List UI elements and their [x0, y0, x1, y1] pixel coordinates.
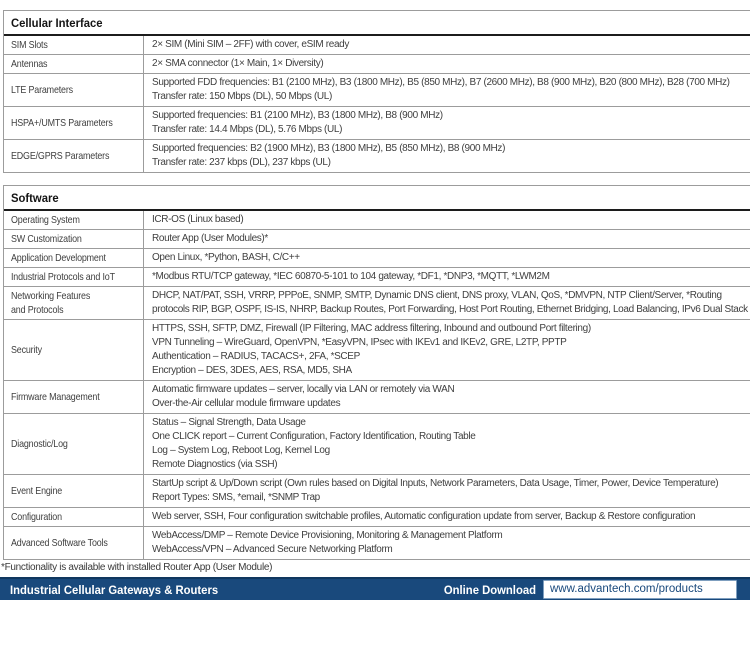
- cellular-table-header: [4, 11, 750, 36]
- spec-value-line: Status – Signal Strength, Data Usage: [152, 417, 306, 428]
- spec-value-cell: [144, 320, 750, 380]
- spec-value-line: Transfer rate: 237 kbps (DL), 237 kbps (UL): [152, 157, 331, 168]
- spec-label: Antennas: [11, 58, 48, 70]
- software-table-header: [4, 186, 750, 211]
- spec-value-line: HTTPS, SSH, SFTP, DMZ, Firewall (IP Filtering, MAC address filtering, Inbound and outbound Port filtering): [152, 323, 591, 334]
- spec-label-cell: [4, 475, 144, 507]
- footnote: *Functionality is available with installed Router App (User Module): [1, 562, 273, 573]
- spec-label-cell: [4, 527, 144, 559]
- spec-value-line: ICR-OS (Linux based): [152, 214, 244, 225]
- software-table-title: Software: [11, 191, 59, 205]
- spec-label: Security: [11, 344, 42, 356]
- table-row: [4, 381, 750, 414]
- spec-label: and Protocols: [11, 304, 64, 316]
- spec-value-line: StartUp script & Up/Down script (Own rules based on Digital Inputs, Network Parameters, Data Usage, Timer, Power, Device Temperature): [152, 478, 719, 489]
- table-row: [4, 211, 750, 230]
- software-table: [3, 185, 750, 560]
- datasheet-body: [0, 10, 750, 600]
- spec-label-cell: [4, 230, 144, 248]
- spec-label-cell: [4, 107, 144, 139]
- spec-value-line: VPN Tunneling – WireGuard, OpenVPN, *EasyVPN, IPsec with IKEv1 and IKEv2, GRE, L2TP, PPTP: [152, 337, 567, 348]
- spec-value-cell: [144, 74, 750, 106]
- spec-label: Operating System: [11, 214, 80, 226]
- table-row: [4, 36, 750, 55]
- spec-value-cell: [144, 381, 750, 413]
- download-url-link[interactable]: www.advantech.com/products: [543, 580, 737, 599]
- spec-value-line: Over-the-Air cellular module firmware updates: [152, 398, 341, 409]
- spec-value-cell: [144, 249, 750, 267]
- spec-value-cell: [144, 414, 750, 474]
- table-row: [4, 107, 750, 140]
- spec-value-line: DHCP, NAT/PAT, SSH, VRRP, PPPoE, SNMP, SMTP, Dynamic DNS client, DNS proxy, VLAN, QoS, *DMVPN, NTP Client/Server, *Routing: [152, 290, 722, 301]
- table-row: [4, 287, 750, 320]
- table-row: [4, 414, 750, 475]
- table-row: [4, 230, 750, 249]
- spec-value-cell: [144, 211, 750, 229]
- table-gap: [0, 173, 750, 185]
- spec-value-line: WebAccess/DMP – Remote Device Provisioning, Monitoring & Management Platform: [152, 530, 503, 541]
- spec-label: HSPA+/UMTS Parameters: [11, 117, 113, 129]
- spec-label: Diagnostic/Log: [11, 438, 68, 450]
- spec-label-cell: [4, 249, 144, 267]
- spec-value-line: Web server, SSH, Four configuration switchable profiles, Automatic configuration update from server, Backup & Restore configuration: [152, 511, 696, 522]
- cellular-table-title: Cellular Interface: [11, 16, 103, 30]
- spec-label: SW Customization: [11, 233, 82, 245]
- spec-value-cell: [144, 55, 750, 73]
- spec-value-cell: [144, 36, 750, 54]
- spec-value-line: *Modbus RTU/TCP gateway, *IEC 60870-5-101 to 104 gateway, *DF1, *DNP3, *MQTT, *LWM2M: [152, 271, 550, 282]
- spec-label: Configuration: [11, 511, 62, 523]
- spec-label-cell: [4, 381, 144, 413]
- spec-label-cell: [4, 36, 144, 54]
- footer-bar: [0, 577, 750, 600]
- spec-label-cell: [4, 414, 144, 474]
- spec-value-cell: [144, 475, 750, 507]
- spec-value-cell: [144, 287, 750, 319]
- cellular-interface-table: [3, 10, 750, 173]
- spec-value-line: Report Types: SMS, *email, *SNMP Trap: [152, 492, 320, 503]
- spec-label-cell: [4, 55, 144, 73]
- spec-value-line: Open Linux, *Python, BASH, C/C++: [152, 252, 300, 263]
- spec-value-line: Supported FDD frequencies: B1 (2100 MHz), B3 (1800 MHz), B5 (850 MHz), B7 (2600 MHz), B8 (900 MHz), B20 (800 MHz), B28 (700 MHz): [152, 77, 730, 88]
- spec-label: SIM Slots: [11, 39, 48, 51]
- table-row: [4, 527, 750, 560]
- table-row: [4, 249, 750, 268]
- spec-value-cell: [144, 268, 750, 286]
- table-row: [4, 140, 750, 173]
- spec-value-line: Transfer rate: 150 Mbps (DL), 50 Mbps (UL): [152, 91, 332, 102]
- table-row: [4, 508, 750, 527]
- spec-value-line: 2× SMA connector (1× Main, 1× Diversity): [152, 58, 324, 69]
- spec-value-line: Encryption – DES, 3DES, AES, RSA, MD5, SHA: [152, 365, 352, 376]
- spec-value-line: Automatic firmware updates – server, locally via LAN or remotely via WAN: [152, 384, 455, 395]
- table-row: [4, 55, 750, 74]
- table-row: [4, 268, 750, 287]
- spec-value-line: 2× SIM (Mini SIM – 2FF) with cover, eSIM ready: [152, 39, 350, 50]
- spec-label: Advanced Software Tools: [11, 537, 108, 549]
- spec-label: Firmware Management: [11, 391, 100, 403]
- spec-value-line: Remote Diagnostics (via SSH): [152, 459, 278, 470]
- spec-value-cell: [144, 107, 750, 139]
- spec-label: Application Development: [11, 252, 106, 264]
- spec-label-cell: [4, 508, 144, 526]
- spec-value-line: Supported frequencies: B1 (2100 MHz), B3 (1800 MHz), B8 (900 MHz): [152, 110, 443, 121]
- spec-value-line: WebAccess/VPN – Advanced Secure Networking Platform: [152, 544, 393, 555]
- spec-value-cell: [144, 140, 750, 172]
- spec-label-cell: [4, 320, 144, 380]
- spec-value-cell: [144, 527, 750, 559]
- spec-value-line: Log – System Log, Reboot Log, Kernel Log: [152, 445, 330, 456]
- spec-value-line: One CLICK report – Current Configuration, Factory Identification, Routing Table: [152, 431, 476, 442]
- spec-value-line: protocols RIP, BGP, OSPF, IS-IS, NHRP, Backup Routes, Port Forwarding, Host Port Routing, Ethernet Bridging, Load Balancing, IPv6 Dual Stack: [152, 304, 748, 315]
- spec-value-line: Transfer rate: 14.4 Mbps (DL), 5.76 Mbps (UL): [152, 124, 343, 135]
- spec-label: LTE Parameters: [11, 84, 73, 96]
- table-row: [4, 320, 750, 381]
- spec-value-line: Authentication – RADIUS, TACACS+, 2FA, *SCEP: [152, 351, 360, 362]
- spec-label-cell: [4, 268, 144, 286]
- spec-label-cell: [4, 287, 144, 319]
- table-row: [4, 74, 750, 107]
- spec-label-cell: [4, 211, 144, 229]
- spec-value-cell: [144, 508, 750, 526]
- spec-label: Networking Features: [11, 290, 91, 302]
- table-row: [4, 475, 750, 508]
- spec-value-line: Router App (User Modules)*: [152, 233, 268, 244]
- spec-label-cell: [4, 140, 144, 172]
- spec-value-cell: [144, 230, 750, 248]
- spec-value-line: Supported frequencies: B2 (1900 MHz), B3 (1800 MHz), B5 (850 MHz), B8 (900 MHz): [152, 143, 506, 154]
- spec-label-cell: [4, 74, 144, 106]
- spec-label: Event Engine: [11, 485, 63, 497]
- spec-label: Industrial Protocols and IoT: [11, 271, 115, 283]
- online-download-label: Online Download: [443, 582, 536, 597]
- spec-label: EDGE/GPRS Parameters: [11, 150, 110, 162]
- footer-title: Industrial Cellular Gateways & Routers: [10, 582, 219, 597]
